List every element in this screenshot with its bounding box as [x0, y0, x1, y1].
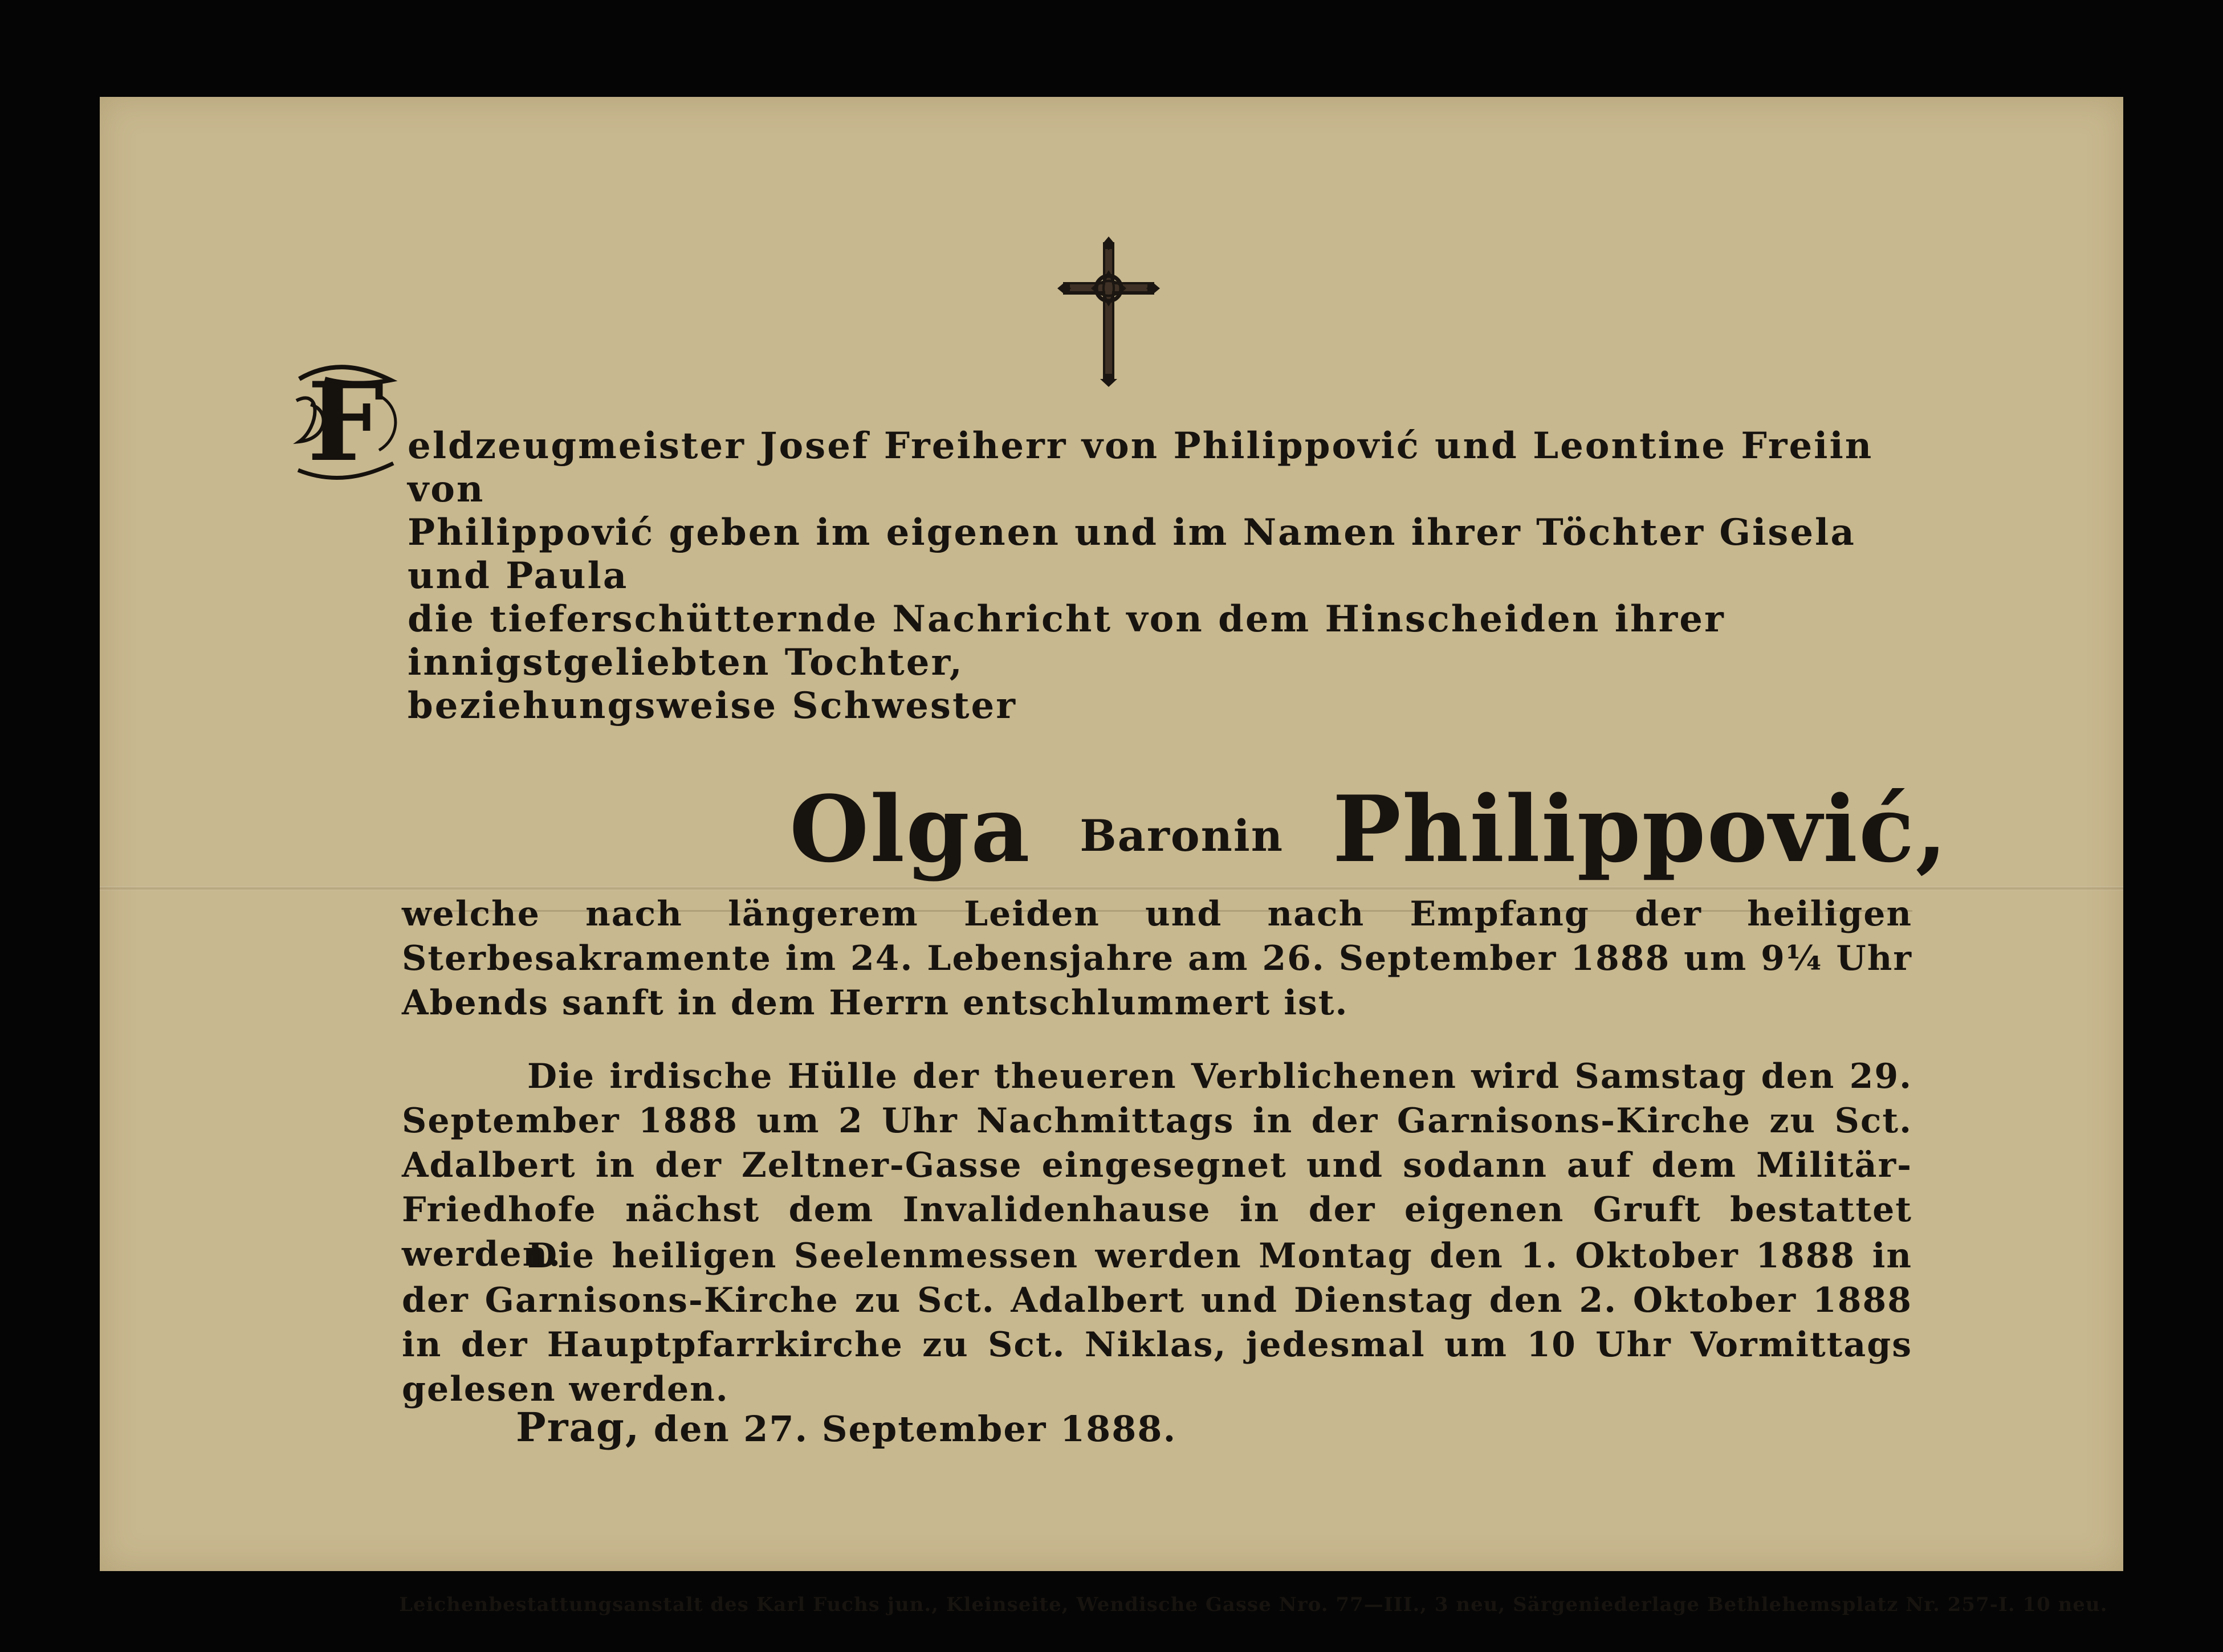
deceased-name [789, 778, 1948, 887]
printer-footer: Leichenbestattungsanstalt des Karl Fuchs jun., Kleinseite, Wendische Gasse Nro. 77—III., 3 neu, Särgeniederlage Bethlehemsplatz Nr. 257-I. 10 neu. [399, 1593, 2108, 1616]
announcement-date: den 27. September 1888. [653, 1408, 1177, 1450]
mourning-card [100, 97, 2123, 1616]
intro-line-4: beziehungsweise Schwester [408, 684, 1017, 727]
announcement-intro [408, 425, 1912, 728]
deceased-first-name: Olga [789, 776, 1031, 883]
intro-line-2: Philippović geben im eigenen und im Namen ihrer Töchter Gisela und Paula [408, 511, 1856, 597]
initial-letter: F [307, 358, 384, 486]
intro-line-1: eldzeugmeister Josef Freiherr von Philippović und Leontine Freiin von [408, 425, 1874, 511]
cross-icon [1046, 236, 1171, 390]
funeral-paragraph: Die irdische Hülle der theueren Verblichenen wird Samstag den 29. September 1888 um 2 Uhr Nachmittags in der Garnisons-Kirche zu Sct. Adalbert in der Zeltner-Gasse eingesegnet und sodann auf dem Militär-Friedhofe nächst dem Invalidenhause in der eigenen Gruft bestattet werden. [402, 1057, 1912, 1274]
mass-paragraph: Die heiligen Seelenmessen werden Montag den 1. Oktober 1888 in der Garnisons-Kirche zu Sct. Adalbert und Dienstag den 2. Oktober 1888 in der Hauptpfarrkirche zu Sct. Niklas, jedesmal um 10 Uhr Vormittags gelesen werden. [402, 1236, 1912, 1409]
place-date [516, 1405, 1176, 1452]
death-paragraph: welche nach längerem Leiden und nach Empfang der heiligen Sterbesakramente im 24. Lebensjahre am 26. September 1888 um 9¼ Uhr Abends sanft in dem Herrn entschlummert ist. [402, 894, 1912, 1023]
place-name: Prag, [516, 1404, 641, 1451]
ornamental-initial-f-icon [282, 356, 419, 493]
deceased-title: Baronin [1080, 810, 1284, 861]
intro-line-3: die tieferschütternde Nachricht von dem Hinscheiden ihrer innigstgeliebten Tochter, [408, 598, 1725, 684]
deceased-surname: Philippović, [1332, 776, 1949, 883]
